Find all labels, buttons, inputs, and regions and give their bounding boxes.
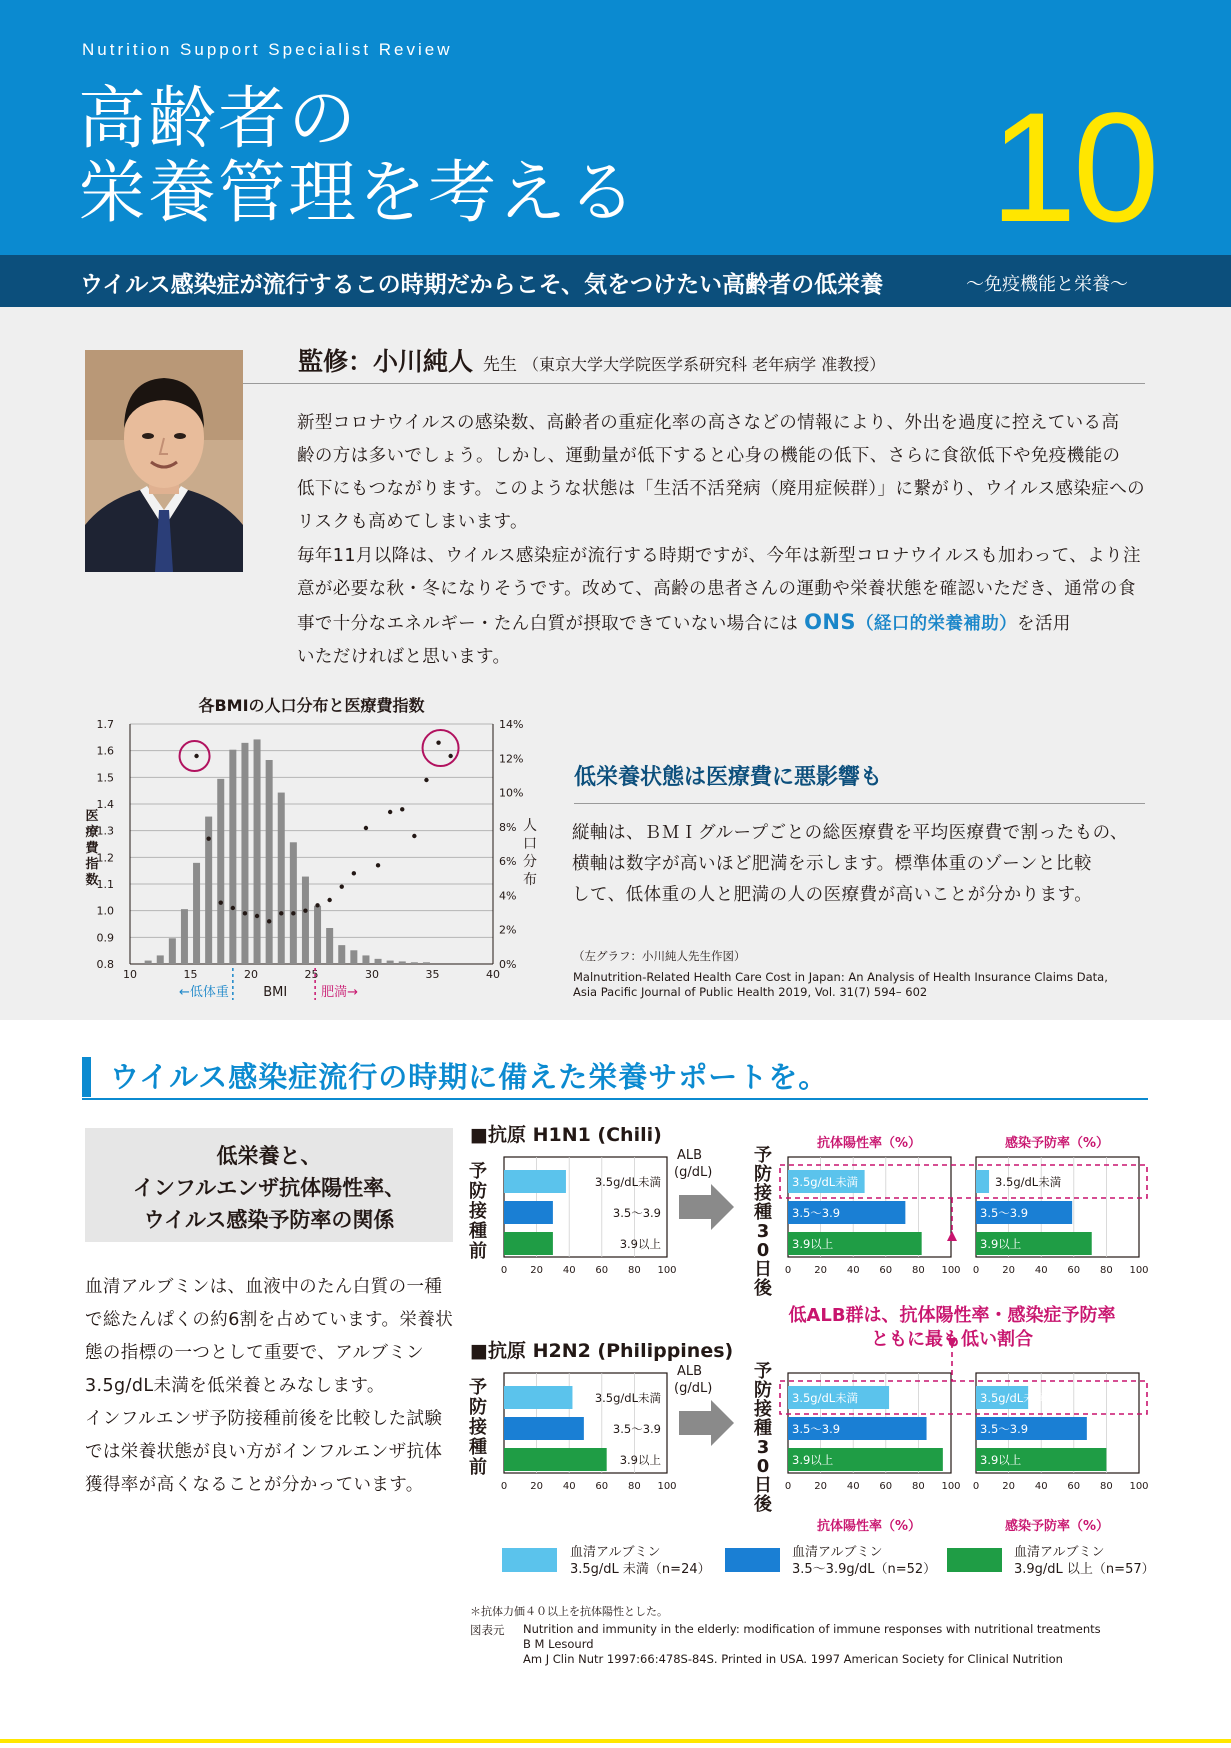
y-tick-label-left: 1.6 [96,744,114,758]
intro-text: 事で十分なエネルギー・たん白質が摂取できていない場合には [297,614,805,634]
x-tick-label: 100 [941,1265,961,1276]
cost-index-point [412,834,416,838]
topic-box-line: インフルエンザ抗体陽性率、 [132,1176,406,1200]
chart-source-note: （左グラフ：小川純人先生作図） [573,949,746,963]
supervisor-honorific: 先生 [483,355,518,375]
x-tick-label: 0 [784,1265,792,1276]
side-label: 防 [754,1164,772,1185]
intro-line: 低下にもつながります。このような状態は「生活不活発病（廃用症候群）」に繋がり、ウイルス感染症への [297,479,1145,499]
albumin-text: 態の指標の一つとして重要で、アルブミン [85,1343,425,1363]
bar-label: 3.5g/dL未満 [792,1391,859,1405]
albumin-text: 3.5g/dL未満を低栄養とみなします。 [85,1376,385,1396]
side-label: 3 [756,1221,770,1242]
alb-unit-label: (g/dL) [674,1381,713,1396]
bar-label: 3.5〜3.9 [792,1422,841,1436]
malnutrition-text: して、低体重の人と肥満の人の医療費が高いことが分かります。 [572,885,1093,905]
section-rule [82,1098,1148,1100]
y-axis-label-left: 医 [85,809,99,824]
legend-line: 血清アルブミン [1014,1545,1105,1560]
panel-title: 感染予防率（%） [1004,1136,1110,1151]
x-tick-label: 0 [500,1265,508,1276]
y-tick-label-right: 4% [499,889,517,903]
y-axis-label-left: 指 [85,857,99,872]
side-label: 0 [756,1240,770,1261]
side-label: 種 [754,1202,772,1223]
legend-swatch-low [502,1548,557,1572]
intro-line: リスクも高めてしまいます。 [297,512,528,532]
albumin-text: インフルエンザ予防接種前後を比較した試験 [85,1409,443,1429]
side-label: 前 [469,1241,487,1262]
x-tick-label: 60 [1067,1481,1081,1492]
bmi-chart [75,692,545,1002]
y-axis-label-right: 布 [523,872,537,888]
y-tick-label-left: 1.5 [96,771,114,785]
alb-bar [504,1417,584,1440]
x-tick-label: 40 [562,1481,576,1492]
alb-bar [504,1232,553,1255]
x-tick-label: 0 [500,1481,508,1492]
intro-line: 意が必要な秋・冬になりそうです。改めて、高齢の患者さんの運動や栄養状態を確認いただき、通常の食 [297,579,1136,599]
bar-label: 3.5g/dL未満 [995,1175,1062,1189]
population-bar [350,950,357,964]
cost-index-point [327,898,331,902]
x-tick-label: 20 [814,1265,827,1276]
bar-label: 3.9以上 [980,1237,1022,1251]
bar-label: 3.9以上 [792,1453,834,1467]
bar-label: 3.5g/dL未満 [980,1391,1047,1405]
side-label: 後 [754,1278,772,1299]
x-tick-label: 40 [1034,1481,1048,1492]
bar-label: 3.5g/dL未満 [594,1391,661,1405]
population-bar [314,906,321,964]
x-tick-label: 60 [595,1481,609,1492]
cost-index-point [206,836,210,840]
cost-index-point [376,863,380,867]
legend-line: 血清アルブミン [570,1545,661,1560]
y-tick-label-left: 1.3 [96,824,114,838]
annotation-line: 低ALB群は、抗体陽性率・感染症予防率 [788,1305,1116,1326]
legend-label [1014,1544,1155,1578]
alb-bar [504,1386,572,1409]
side-label: 接 [754,1183,772,1204]
supervisor-label: 監修： [298,347,374,376]
cost-index-point [255,914,259,918]
legend-line: 血清アルブミン [792,1545,883,1560]
chart-source-citation [573,970,1153,1000]
x-tick-label: 40 [846,1481,860,1492]
x-tick-label: 0 [972,1265,980,1276]
chart-title: 各BMIの人口分布と医療費指数 [198,696,425,715]
intro-line: 毎年11月以降は、ウイルス感染症が流行する時期ですが、今年は新型コロナウイルスも加わって、より注 [297,546,1141,566]
topic-box-line: 低栄養と、 [216,1144,322,1168]
side-label: 3 [756,1437,770,1458]
side-label: 0 [756,1456,770,1477]
bar-label: 3.5〜3.9 [612,1422,661,1436]
issue-number: 10 [990,81,1156,255]
population-bar [326,928,333,964]
y-axis-label-left: 費 [85,841,99,856]
alb-unit-label: ALB [677,1364,703,1379]
y-tick-label-left: 1.1 [96,878,114,891]
side-label: 予 [469,1161,487,1182]
panel-title: 抗体陽性率（%） [816,1136,922,1151]
citation-line: Malnutrition-Related Health Care Cost in Japan: An Analysis of Health Insurance Claims Data, [573,970,1108,984]
population-bar [375,959,382,964]
x-tick-label: 60 [595,1265,609,1276]
side-label: 前 [469,1457,487,1478]
y-tick-label-right: 6% [499,855,517,869]
y-tick-label-left: 0.9 [96,931,114,945]
cost-index-point [340,884,344,888]
obesity-label: 肥満→ [321,985,359,1000]
x-axis-label: BMI [263,985,288,1000]
intro-line: いただければと思います。 [297,647,511,667]
alb-bar [504,1201,553,1224]
population-bar [241,743,248,964]
x-tick-label: 100 [1129,1481,1149,1492]
population-bar [387,961,394,964]
population-bar [362,955,369,964]
legend-swatch-mid [725,1548,780,1572]
population-bar [302,877,309,964]
cost-index-point [279,911,283,915]
population-bar [338,945,345,964]
malnutrition-text: 横軸は数字が高いほど肥満を示します。標準体重のゾーンと比較 [572,854,1092,874]
bar-label: 3.5〜3.9 [612,1206,661,1220]
bar-label: 3.9以上 [792,1237,834,1251]
x-tick-label: 15 [183,968,198,981]
supervisor-affiliation: （東京大学大学院医学系研究科 老年病学 准教授） [523,355,886,374]
intro-line-ons [297,606,1147,641]
divider [574,803,1145,804]
x-tick-label: 40 [562,1265,576,1276]
x-tick-label: 35 [425,968,440,981]
supervisor-name: 小川純人 [373,347,474,376]
y-tick-label-left: 1.7 [96,718,114,731]
cost-index-point [315,903,319,907]
legend-label [570,1544,711,1578]
intro-line: 新型コロナウイルスの感染数、高齢者の重症化率の高さなどの情報により、外出を過度に控えている高 [297,413,1120,433]
population-bar [266,760,273,964]
panel-title: 感染予防率（%） [1004,1519,1110,1534]
bar-label: 3.5g/dL未満 [792,1175,859,1189]
transition-arrow [679,1184,734,1230]
cost-index-point [448,754,452,758]
y-tick-label-right: 14% [499,718,524,731]
x-tick-label: 80 [1100,1481,1113,1492]
side-label: 種 [469,1437,487,1458]
bottom-rule [0,1739,1231,1743]
x-tick-label: 80 [1100,1265,1113,1276]
x-tick-label: 20 [814,1481,827,1492]
supervisor-portrait [85,350,243,572]
side-label: 予 [469,1377,487,1398]
population-bar [217,779,224,964]
malnutrition-text: 縦軸は、ＢＭＩグループごとの総医療費を平均医療費で割ったもの、 [572,823,1128,843]
antigen-charts [460,1115,1160,1555]
x-tick-label: 40 [486,968,500,981]
subtitle-tail: 〜免疫機能と栄養〜 [966,274,1128,295]
side-label: 防 [754,1380,772,1401]
highlight-circle [423,730,459,766]
intro-line: 齢の方は多いでしょう。しかし、運動量が低下すると心身の機能の低下、さらに食欲低下や免疫機能の [297,446,1121,466]
footnote: ＊抗体力価４０以上を抗体陽性とした。 [470,1605,668,1618]
y-tick-label-left: 1.4 [96,798,114,811]
topic-box-line: ウイルス感染予防率の関係 [143,1208,395,1232]
side-label: 予 [754,1145,772,1166]
cost-index-point [388,810,392,814]
bar-label: 3.5〜3.9 [792,1206,841,1220]
side-label: 日 [754,1475,772,1496]
side-label: 防 [469,1397,487,1418]
bar-label: 3.5〜3.9 [980,1206,1029,1220]
y-axis-label-right: 分 [523,854,537,870]
x-tick-label: 80 [628,1265,641,1276]
side-label: 接 [469,1201,487,1222]
population-bar [411,962,418,964]
divider [243,383,1145,384]
albumin-text: では栄養状態が良い方がインフルエンザ抗体 [85,1442,443,1462]
y-tick-label-left: 0.8 [96,958,114,971]
cost-index-point [267,919,271,923]
x-tick-label: 80 [628,1481,641,1492]
alb-bar [504,1448,607,1471]
side-label: 種 [754,1418,772,1439]
ons-explanation: （経口的栄養補助） [855,614,1018,634]
alb-unit-label: (g/dL) [674,1165,713,1180]
page-title-line1: 高齢者の [78,80,359,159]
cost-index-point [400,807,404,811]
cost-index-point [243,911,247,915]
x-tick-label: 40 [1034,1265,1048,1276]
y-tick-label-right: 0% [499,958,517,971]
cost-index-point [194,754,198,758]
alb-bar [504,1170,566,1193]
population-bar [181,909,188,964]
population-bar [145,961,152,964]
population-bar [423,962,430,964]
albumin-text: 獲得率が高くなることが分かっています。 [85,1475,424,1495]
side-label: 防 [469,1181,487,1202]
population-bar [399,961,406,964]
series-title: Nutrition Support Specialist Review [82,40,453,59]
y-tick-label-right: 10% [499,786,524,800]
side-label: 予 [754,1361,772,1382]
legend-swatch-high [947,1548,1002,1572]
x-tick-label: 25 [304,968,319,981]
ons-highlight: ONS [804,610,856,634]
annotation-line: ともに最も低い割合 [871,1329,1033,1350]
y-tick-label-right: 12% [499,752,524,766]
x-tick-label: 100 [657,1481,677,1492]
side-label: 種 [469,1221,487,1242]
y-tick-label-right: 2% [499,923,517,937]
population-bar [290,842,297,964]
legend-line: 3.9g/dL 以上（n=57） [1014,1562,1155,1577]
alb-unit-label: ALB [677,1148,703,1163]
y-axis-label-right: 人 [523,818,537,834]
cost-index-point [424,778,428,782]
bar-label: 3.9以上 [980,1453,1022,1467]
x-tick-label: 0 [784,1481,792,1492]
side-label: 接 [754,1399,772,1420]
cost-index-point [436,740,440,744]
panel-title: 抗体陽性率（%） [816,1519,922,1534]
alb-bar [976,1170,989,1193]
x-tick-label: 20 [530,1481,543,1492]
albumin-text: で総たんぱくの約6割を占めています。栄養状 [85,1310,454,1330]
x-tick-label: 30 [365,968,379,981]
legend-line: 3.5g/dL 未満（n=24） [570,1562,711,1577]
x-tick-label: 20 [530,1265,543,1276]
population-bar [193,863,200,964]
supervisor-credit [298,342,885,378]
x-tick-label: 60 [879,1265,893,1276]
citation-line: Asia Pacific Journal of Public Health 2019, Vol. 31(7) 594– 602 [573,985,928,999]
y-axis-label-left: 数 [85,873,99,888]
side-label: 後 [754,1494,772,1515]
x-tick-label: 80 [912,1481,925,1492]
cost-index-point [231,906,235,910]
malnutrition-heading: 低栄養状態は医療費に悪影響も [574,765,883,790]
section-marker [82,1057,91,1097]
x-tick-label: 60 [1067,1265,1081,1276]
population-bar [157,955,164,964]
x-tick-label: 100 [1129,1265,1149,1276]
x-tick-label: 60 [879,1481,893,1492]
cost-index-point [364,826,368,830]
y-tick-label-left: 1.2 [96,851,114,865]
source-line: Am J Clin Nutr 1997:66:478S-84S. Printed in USA. 1997 American Society for Clinical Nutrition [523,1652,1063,1666]
intro-text: を活用 [1017,614,1071,634]
y-tick-label-right: 8% [499,820,517,834]
side-label: 日 [754,1259,772,1280]
population-bar [278,793,285,964]
bar-label: 3.5g/dL未満 [594,1175,661,1189]
cost-index-point [219,900,223,904]
population-bar [169,938,176,964]
y-axis-label-left: 療 [85,825,99,840]
cost-index-point [291,911,295,915]
x-tick-label: 20 [1002,1265,1015,1276]
population-bar [229,750,236,964]
population-bar [254,739,261,964]
transition-arrow [679,1400,734,1446]
side-label: 接 [469,1417,487,1438]
x-tick-label: 20 [244,968,258,981]
cost-index-point [303,908,307,912]
source-line: Nutrition and immunity in the elderly: modification of immune responses with nutritional treatments [523,1622,1101,1636]
x-tick-label: 40 [846,1265,860,1276]
chart-title: ■抗原 H1N1 (Chili) [470,1124,662,1146]
subtitle: ウイルス感染症が流行するこの時期だからこそ、気をつけたい高齢者の低栄養 [80,272,884,298]
cost-index-point [352,871,356,875]
section-title: ウイルス感染症流行の時期に備えた栄養サポートを。 [110,1060,829,1094]
x-tick-label: 0 [972,1481,980,1492]
bar-label: 3.9以上 [619,1237,661,1251]
y-tick-label-left: 1.0 [96,904,114,918]
x-tick-label: 20 [1002,1481,1015,1492]
x-tick-label: 100 [941,1481,961,1492]
bar-label: 3.9以上 [619,1453,661,1467]
x-tick-label: 80 [912,1265,925,1276]
underweight-label: ←低体重 [178,985,229,1000]
source-label: 図表元 [470,1623,505,1637]
legend-line: 3.5〜3.9g/dL（n=52） [792,1562,937,1577]
source-line: B M Lesourd [523,1637,594,1651]
x-tick-label: 10 [123,968,137,981]
chart-title: ■抗原 H2N2 (Philippines) [470,1340,734,1362]
page-title-line2: 栄養管理を考える [78,154,639,233]
albumin-text: 血清アルブミンは、血液中のたん白質の一種 [85,1277,443,1297]
legend-label [792,1544,936,1578]
y-axis-label-right: 口 [523,836,537,852]
bar-label: 3.5〜3.9 [980,1422,1029,1436]
x-tick-label: 100 [657,1265,677,1276]
